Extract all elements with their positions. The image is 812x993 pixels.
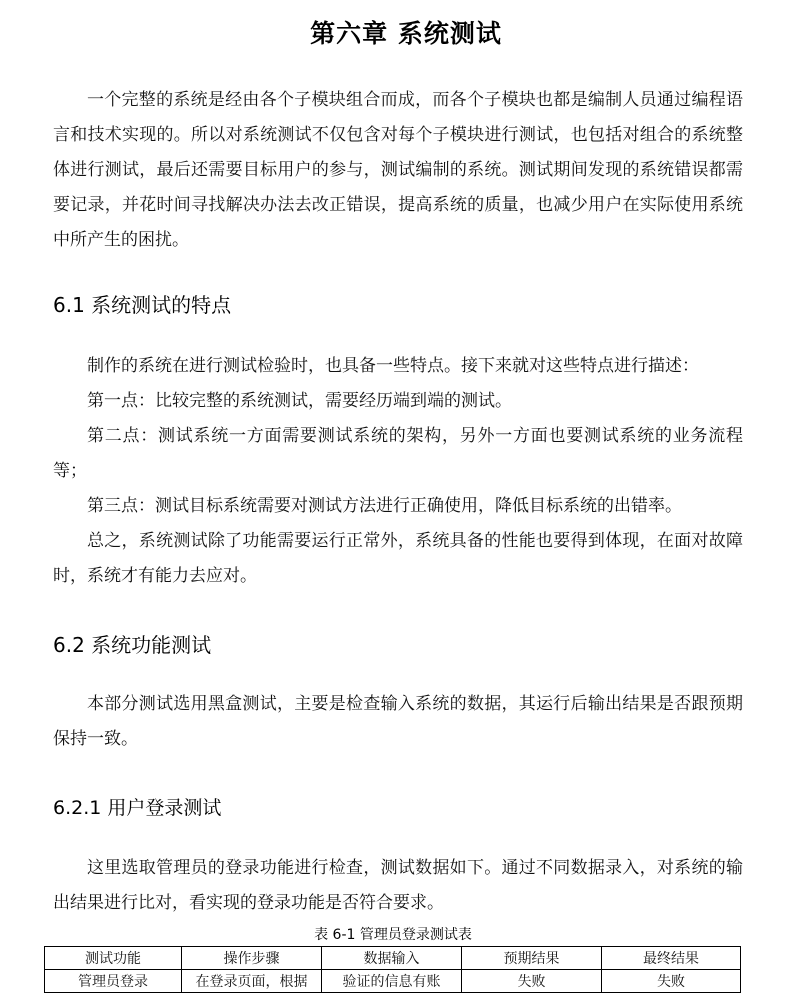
table-caption: 表 6-1 管理员登录测试表 — [314, 927, 472, 943]
login-test-table — [44, 946, 741, 993]
section-6-2-1-paragraph: 这里选取管理员的登录功能进行检查，测试数据如下。通过不同数据录入，对系统的输出结果进行比对，看实现的登录功能是否符合要求。 — [53, 858, 743, 913]
table-row — [45, 970, 741, 993]
section-6-2-1-heading: 6.2.1 用户登录测试 — [53, 797, 222, 819]
table-header-cell: 操作步骤 — [182, 947, 322, 970]
table-cell: 失败 — [462, 970, 602, 993]
table-cell: 失败 — [602, 970, 741, 993]
intro-paragraph: 一个完整的系统是经由各个子模块组合而成，而各个子模块也都是编制人员通过编程语言和技术实现的。所以对系统测试不仅包含对每个子模块进行测试，也包括对组合的系统整体进行测试，最后还需要目标用户的参与，测试编制的系统。测试期间发现的系统错误都需要记录，并花时间寻找解决办法去改正错误，提高系统的质量，也减少用户在实际使用系统中所产生的困扰。 — [53, 90, 743, 250]
section-6-1-paragraph-1: 制作的系统在进行测试检验时，也具备一些特点。接下来就对这些特点进行描述： — [87, 356, 699, 376]
chapter-title: 第六章 系统测试 — [310, 19, 502, 48]
table-header-cell: 数据输入 — [322, 947, 462, 970]
table-header-cell: 预期结果 — [462, 947, 602, 970]
table-cell: 在登录页面，根据 — [182, 970, 322, 993]
section-6-1-paragraph-2: 第一点：比较完整的系统测试，需要经历端到端的测试。 — [87, 391, 512, 411]
table-header-cell: 测试功能 — [45, 947, 182, 970]
table-cell: 验证的信息有账 — [322, 970, 462, 993]
table-header-cell: 最终结果 — [602, 947, 741, 970]
section-6-1-paragraph-3: 第二点：测试系统一方面需要测试系统的架构，另外一方面也要测试系统的业务流程等； — [53, 426, 743, 481]
section-6-1-heading: 6.1 系统测试的特点 — [53, 293, 232, 317]
table-header-row — [45, 947, 741, 970]
section-6-1-paragraph-5: 总之，系统测试除了功能需要运行正常外，系统具备的性能也要得到体现，在面对故障时，系统才有能力去应对。 — [53, 531, 743, 586]
section-6-2-heading: 6.2 系统功能测试 — [53, 633, 212, 657]
table-cell: 管理员登录 — [45, 970, 182, 993]
section-6-2-paragraph: 本部分测试选用黑盒测试，主要是检查输入系统的数据，其运行后输出结果是否跟预期保持一致。 — [53, 694, 743, 749]
section-6-1-paragraph-4: 第三点：测试目标系统需要对测试方法进行正确使用，降低目标系统的出错率。 — [87, 496, 682, 516]
